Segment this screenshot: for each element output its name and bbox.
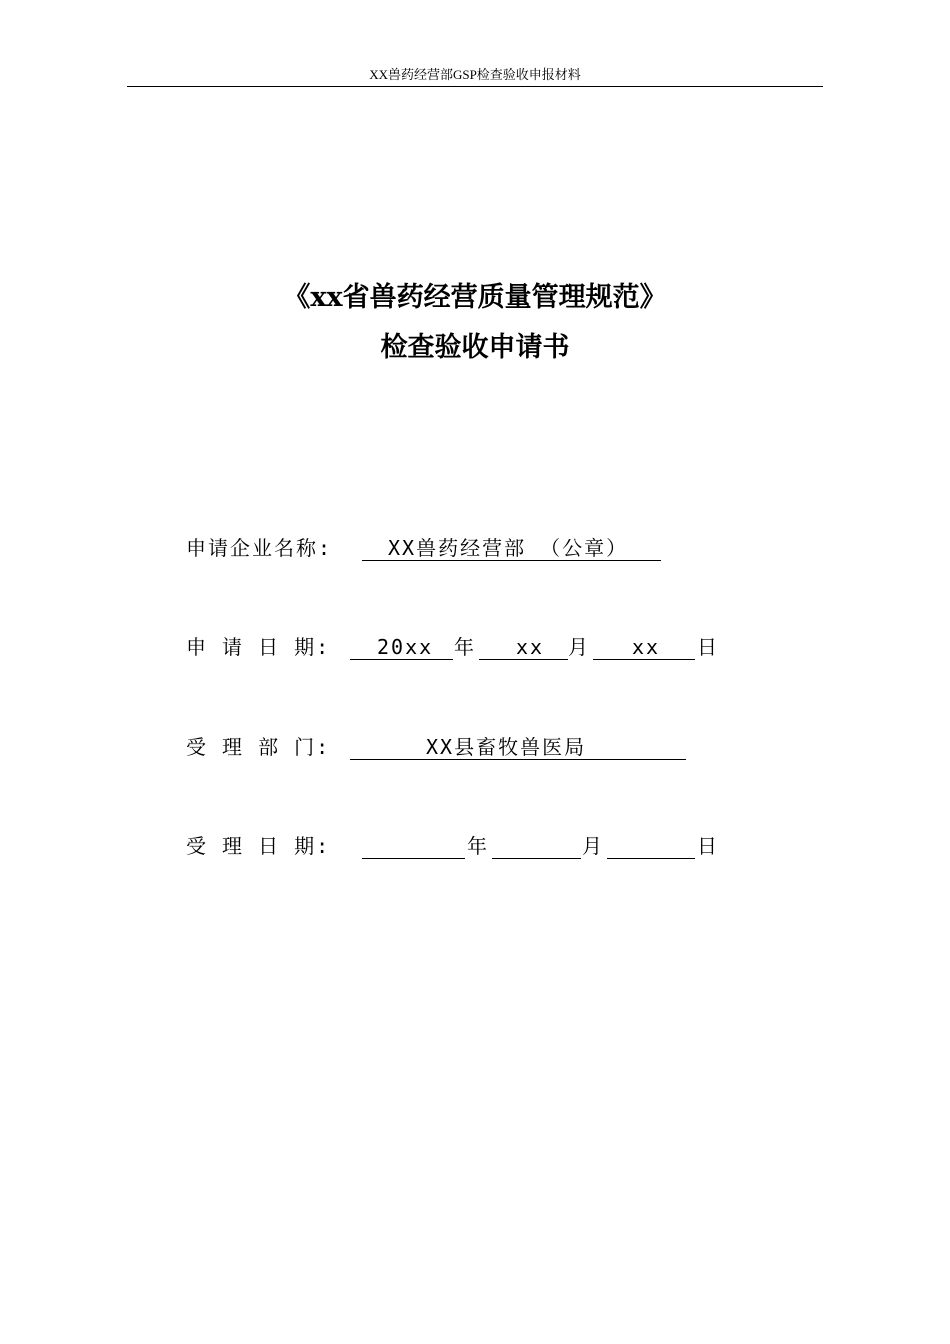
apply-date-month-underline: [479, 659, 568, 660]
apply-date-year-underline: [350, 659, 453, 660]
accept-date-year-unit: 年: [467, 834, 489, 858]
apply-date-day-underline: [593, 659, 695, 660]
apply-date-day: xx: [632, 635, 661, 659]
apply-date-label: 申 请 日 期:: [186, 635, 331, 659]
apply-date-month-unit: 月: [568, 635, 590, 659]
accept-date-year-underline: [362, 858, 465, 859]
accept-date-day-underline: [607, 858, 695, 859]
header-divider: [127, 86, 823, 87]
company-name-underline: [362, 560, 661, 561]
accept-date-month-underline: [492, 858, 581, 859]
accept-date-day-unit: 日: [697, 834, 719, 858]
accept-date-month-unit: 月: [582, 834, 604, 858]
apply-date-year-unit: 年: [454, 635, 476, 659]
apply-date-day-unit: 日: [697, 635, 719, 659]
company-name-value: XX兽药经营部 （公章）: [388, 536, 629, 560]
department-value: XX县畜牧兽医局: [426, 735, 587, 759]
department-label: 受 理 部 门:: [186, 735, 331, 759]
apply-date-year: 20xx: [377, 635, 434, 659]
accept-date-label: 受 理 日 期:: [186, 834, 331, 858]
apply-date-month: xx: [516, 635, 545, 659]
company-name-label: 申请企业名称:: [186, 536, 333, 560]
document-title-line-1: 《xx省兽药经营质量管理规范》: [283, 282, 667, 313]
page-header: XX兽药经营部GSP检查验收申报材料: [369, 67, 581, 82]
document-title-line-2: 检查验收申请书: [380, 332, 570, 363]
department-underline: [350, 759, 686, 760]
